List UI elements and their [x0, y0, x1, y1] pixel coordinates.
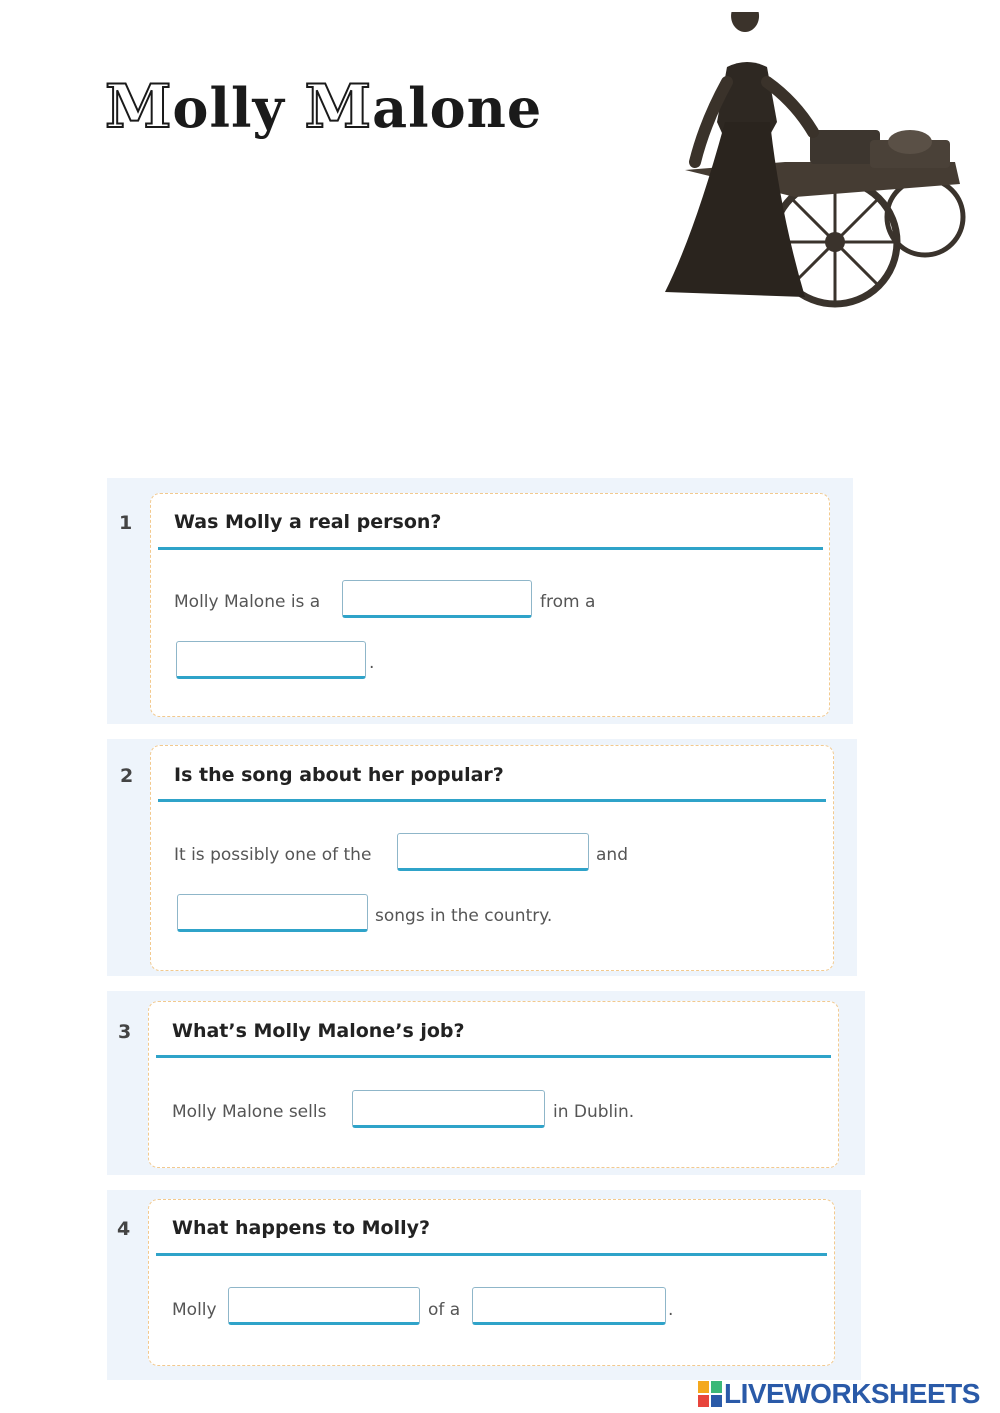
answer-input-1a[interactable] — [342, 580, 532, 618]
question-1-text-b: from a — [540, 592, 596, 612]
answer-input-1b[interactable] — [176, 641, 366, 679]
title-capital-1: M — [105, 72, 173, 142]
question-title-1: Was Molly a real person? — [174, 511, 442, 533]
question-4-text-a: Molly — [172, 1300, 217, 1320]
title-part-2: alone — [372, 76, 543, 140]
question-title-3: What’s Molly Malone’s job? — [172, 1020, 465, 1042]
molly-malone-statue-image — [655, 12, 967, 312]
question-divider-2 — [158, 799, 826, 802]
answer-input-4a[interactable] — [228, 1287, 420, 1325]
question-divider-1 — [158, 547, 823, 550]
question-4-text-b: of a — [428, 1300, 461, 1320]
answer-input-2a[interactable] — [397, 833, 589, 871]
title-capital-2: M — [304, 72, 373, 142]
question-2-text-c: songs in the country. — [375, 906, 553, 926]
title-part-1: olly — [172, 76, 305, 140]
question-divider-3 — [156, 1055, 831, 1058]
question-title-2: Is the song about her popular? — [174, 764, 504, 786]
question-1-text-c: . — [369, 653, 375, 673]
question-2-text-a: It is possibly one of the — [174, 845, 372, 865]
answer-input-2b[interactable] — [177, 894, 368, 932]
question-title-4: What happens to Molly? — [172, 1217, 431, 1239]
question-divider-4 — [156, 1253, 827, 1256]
question-2-text-b: and — [596, 845, 628, 865]
question-number-3: 3 — [118, 1021, 132, 1043]
question-3-text-b: in Dublin. — [553, 1102, 635, 1122]
question-number-4: 4 — [117, 1218, 131, 1240]
question-number-1: 1 — [119, 512, 133, 534]
question-number-2: 2 — [120, 765, 134, 787]
question-4-text-c: . — [668, 1300, 674, 1320]
question-3-text-a: Molly Malone sells — [172, 1102, 327, 1122]
liveworksheets-logo-icon — [698, 1381, 722, 1407]
answer-input-3a[interactable] — [352, 1090, 545, 1128]
liveworksheets-branding — [698, 1378, 980, 1410]
liveworksheets-wordmark: LIVEWORKSHEETS — [724, 1378, 980, 1409]
answer-input-4b[interactable] — [472, 1287, 666, 1325]
page-title — [105, 72, 542, 142]
question-1-text-a: Molly Malone is a — [174, 592, 321, 612]
